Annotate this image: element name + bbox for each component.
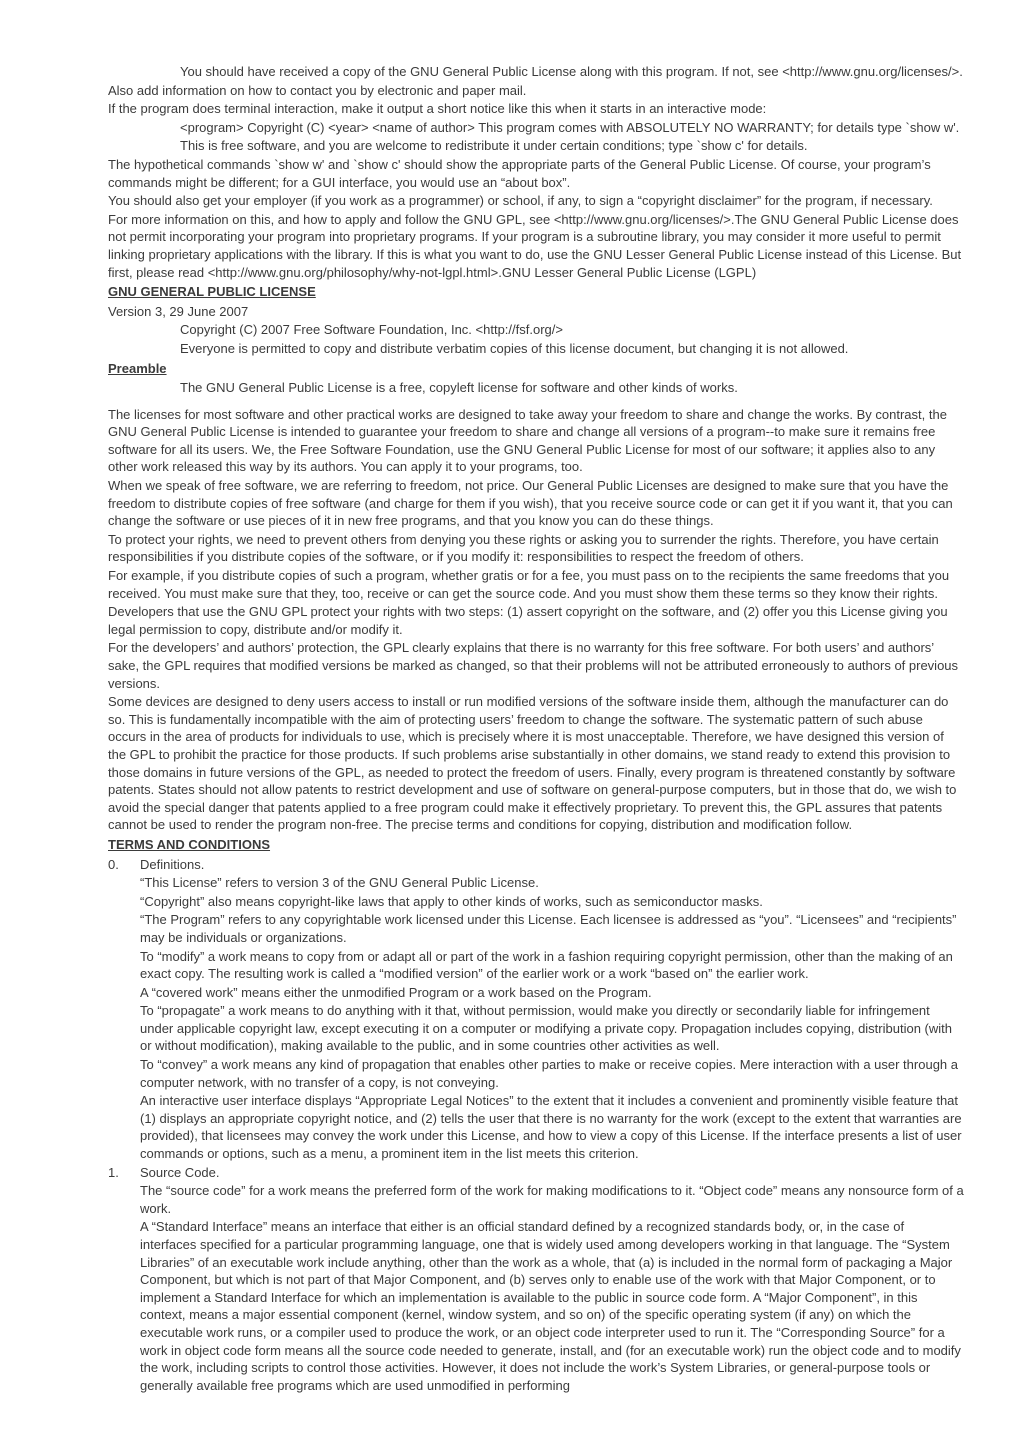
paragraph: For example, if you distribute copies of such a program, whether gratis or for a fee, you must pass on to the recipients the same freedoms that you received. You must make sure that they, too, receive or can get the source code. And you must show them these terms so they know their rights. [108, 568, 950, 601]
list-sub-paragraph: The “source code” for a work means the preferred form of the work for making modifications to it. “Object code” means any nonsource form of a work. [140, 1183, 964, 1216]
list-sub-paragraph: “This License” refers to version 3 of the GNU General Public License. [140, 875, 539, 891]
list-sub-paragraph: To “propagate” a work means to do anything with it that, without permission, would make you directly or secondarily liable for infringement under applicable copyright law, except executing it on a computer or modifying a private copy. Propagation includes copying, distribution (with or without modification), making available to the public, and in some countries other activities as well. [140, 1003, 952, 1054]
item-label: Source Code. [140, 1164, 220, 1180]
indented-paragraph: Everyone is permitted to copy and distribute verbatim copies of this license document, but changing it is not allowed. [180, 340, 849, 356]
paragraph: You should also get your employer (if you work as a programmer) or school, if any, to sign a “copyright disclaimer” for the program, if necessary. [108, 193, 933, 209]
lead-paragraph: The GNU General Public License is a free, copyleft license for software and other kinds of works. [180, 380, 738, 396]
paragraph: Developers that use the GNU GPL protect your rights with two steps: (1) assert copyright on the software, and (2) offer you this License giving you legal permission to copy, distribute and/or modify it. [108, 604, 948, 637]
license-document [108, 63, 964, 1395]
list-sub-paragraph: To “modify” a work means to copy from or adapt all or part of the work in a fashion requiring copyright permission, other than the making of an exact copy. The resulting work is called a “modified version” of the earlier work or a work “based on” the earlier work. [140, 948, 953, 982]
section-heading: TERMS AND CONDITIONS [108, 836, 271, 852]
paragraph: Some devices are designed to deny users access to install or run modified versions of the software inside them, although the manufacturer can do so. This is fundamentally incompatible with the aim of protecting users’ freedom to change the software. The systematic pattern of such abuse occurs in the area of products for individuals to use, which is precisely where it is most unacceptable. Therefore, we have designed this version of the GPL to prohibit the practice for those products. If such problems arise substantially in other domains, we stand ready to extend this provision to those domains in future versions of the GPL, as needed to protect the freedom of users. Finally, every program is threatened constantly by software patents. States should not allow patents to restrict development and use of software on general-purpose computers, but in those that do, we wish to avoid the special danger that patents applied to a free program could make it effectively proprietary. To prevent this, the GPL assures that patents cannot be used to render the program non-free. The precise terms and conditions for copying, distribution and modification follow. [108, 694, 957, 833]
item-label: Definitions. [140, 856, 205, 872]
paragraph: Also add information on how to contact you by electronic and paper mail. [108, 82, 527, 98]
paragraph: For the developers’ and authors’ protection, the GPL clearly explains that there is no warranty for this free software. For both users’ and authors’ sake, the GPL requires that modified versions be marked as changed, so that their problems will not be attributed erroneously to authors of previous versions. [108, 640, 959, 691]
list-item [108, 1164, 964, 1182]
indented-paragraph: This is free software, and you are welcome to redistribute it under certain conditions; type `show c' for details. [180, 138, 808, 154]
item-number: 0. [108, 856, 119, 872]
list-sub-paragraph: To “convey” a work means any kind of propagation that enables other parties to make or receive copies. Mere interaction with a user through a computer network, with no transfer of a copy, is not conveying. [140, 1057, 958, 1090]
document-body [108, 63, 964, 1394]
item-number: 1. [108, 1164, 119, 1180]
section-heading: Preamble [108, 360, 167, 376]
list-sub-paragraph: A “Standard Interface” means an interface that either is an official standard defined by a recognized standards body, or, in the case of interfaces specified for a particular programming language, one that is widely used among developers working in that language. The “System Libraries” of an executable work include anything, other than the work as a whole, that (a) is included in the normal form of packaging a Major Component, but which is not part of that Major Component, and (b) serves only to enable use of the work with that Major Component, or to implement a Standard Interface for which an implementation is available to the public in source code form. A “Major Component”, in this context, means a major essential component (kernel, window system, and so on) of the specific operating system (if any) on which the executable work runs, or a compiler used to produce the work, or an object code interpreter used to run it. The “Corresponding Source” for a work in object code form means all the source code needed to generate, install, and (for an executable work) run the object code and to modify the work, including scripts to control those activities. However, it does not include the work’s System Libraries, or general-purpose tools or generally available free programs which are used unmodified in performing [140, 1219, 961, 1393]
paragraph: Version 3, 29 June 2007 [108, 303, 249, 319]
paragraph: If the program does terminal interaction, make it output a short notice like this when it starts in an interactive mode: [108, 101, 767, 117]
list-sub-paragraph: “Copyright” also means copyright-like laws that apply to other kinds of works, such as semiconductor masks. [140, 893, 763, 909]
paragraph: To protect your rights, we need to prevent others from denying you these rights or asking you to surrender the rights. Therefore, you have certain responsibilities if you distribute copies of the software, or if you modify it: responsibilities to respect the freedom of others. [108, 531, 939, 565]
paragraph: The hypothetical commands `show w' and `show c' should show the appropriate parts of the General Public License. Of course, your program’s commands might be different; for a GUI interface, you would use an “about box”. [108, 156, 931, 190]
list-sub-paragraph: A “covered work” means either the unmodified Program or a work based on the Program. [140, 984, 652, 1000]
indented-paragraph: Copyright (C) 2007 Free Software Foundation, Inc. <http://fsf.org/> [180, 322, 563, 338]
list-sub-paragraph: “The Program” refers to any copyrightable work licensed under this License. Each licensee is addressed as “you”. “Licensees” and “recipients” may be individuals or organizations. [140, 912, 957, 945]
list-item [108, 856, 964, 874]
paragraph: For more information on this, and how to apply and follow the GNU GPL, see <http://www.gnu.org/licenses/>.The GNU General Public License does not permit incorporating your program into proprietary programs. If your program is a subroutine library, you may consider it more useful to permit linking proprietary applications with the library. If this is what you want to do, use the GNU Lesser General Public License instead of this License. But first, please read <http://www.gnu.org/philosophy/why-not-lgpl.html>.GNU Lesser General Public License (LGPL) [108, 211, 962, 280]
paragraph: The licenses for most software and other practical works are designed to take away your freedom to share and change the works. By contrast, the GNU General Public License is intended to guarantee your freedom to share and change all versions of a program--to make sure it remains free software for all its users. We, the Free Software Foundation, use the GNU General Public License for most of our software; it applies also to any other work released this way by its authors. You can apply it to your programs, too. [108, 406, 947, 475]
indented-paragraph: <program> Copyright (C) <year> <name of author> This program comes with ABSOLUTELY NO WARRANTY; for details type `show w'. [180, 119, 960, 135]
section-heading: GNU GENERAL PUBLIC LICENSE [108, 284, 316, 300]
paragraph: When we speak of free software, we are referring to freedom, not price. Our General Public Licenses are designed to make sure that you have the freedom to distribute copies of free software (and charge for them if you wish), that you receive source code or can get it if you want it, that you can change the software or use pieces of it in new free programs, and that you know you can do these things. [108, 478, 953, 529]
list-sub-paragraph: An interactive user interface displays “Appropriate Legal Notices” to the extent that it includes a convenient and prominently visible feature that (1) displays an appropriate copyright notice, and (2) tells the user that there is no warranty for the work (except to the extent that warranties are provided), that licensees may convey the work under this License, and how to view a copy of this License. If the interface presents a list of user commands or options, such as a menu, a prominent item in the list meets this criterion. [140, 1093, 962, 1162]
indented-paragraph: You should have received a copy of the GNU General Public License along with this program. If not, see <http://www.gnu.org/licenses/>. [180, 64, 963, 79]
